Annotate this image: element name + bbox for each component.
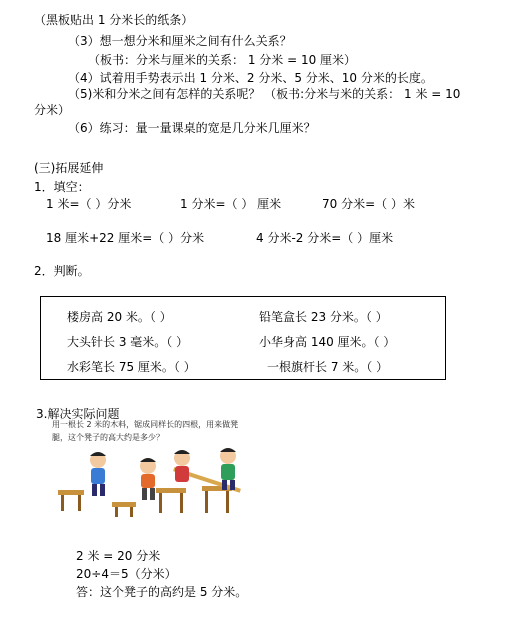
judge-item: 铅笔盒长 23 分米。（ ） [259,310,388,324]
board-note: （黑板贴出 1 分米长的纸条） [34,13,194,27]
illustration-children-making-stool [52,418,272,526]
fill-item: 1 分米=（ ） 厘米 [180,197,282,211]
question-5-line-1: （5)米和分米之间有怎样的关系呢？ （板书:分米与米的关系： 1 米 = 10 [68,87,461,101]
fill-item: 70 分米=（ ）米 [322,197,415,211]
judge-item: 大头针长 3 毫米。（ ） [67,335,189,349]
children-sawing-wood-picture [52,418,272,526]
solution-line: 2 米 = 20 分米 [76,549,161,563]
solution-answer: 答：这个凳子的高约是 5 分米。 [76,585,248,599]
fill-item: 1 米=（ ）分米 [46,197,132,211]
solution-line: 20÷4＝5（分米） [76,567,177,581]
section-heading-extension: (三)拓展延伸 [34,161,104,175]
question-3: （3）想一想分米和厘米之间有什么关系？ [68,34,292,48]
question-3-board-note: （板书：分米与厘米的关系： 1 分米 = 10 厘米） [88,53,357,67]
question-6: （6）练习：量一量课桌的宽是几分米几厘米？ [68,121,316,135]
fill-in-title: 1．填空： [34,180,90,194]
solve-title: 3.解决实际问题 [36,407,120,421]
judge-item: 水彩笔长 75 厘米。（ ） [67,360,196,374]
judge-box [40,296,446,380]
judge-item: 一根旗杆长 7 米。（ ） [267,360,389,374]
fill-item: 4 分米-2 分米=（ ）厘米 [256,231,394,245]
judge-item: 楼房高 20 米。（ ） [67,310,172,324]
question-4: （4）试着用手势表示出 1 分米、2 分米、5 分米、10 分米的长度。 [68,71,433,85]
judge-item: 小华身高 140 厘米。（ ） [259,335,396,349]
fill-item: 18 厘米+22 厘米=（ ）分米 [46,231,205,245]
illustration-caption: 用一根长 2 米的木料，锯成同样长的四根，用来做凳腿，这个凳子的高大约是多少？ [52,420,239,442]
question-5-line-2: 分米） [34,103,71,117]
judge-title: 2．判断。 [34,264,90,278]
